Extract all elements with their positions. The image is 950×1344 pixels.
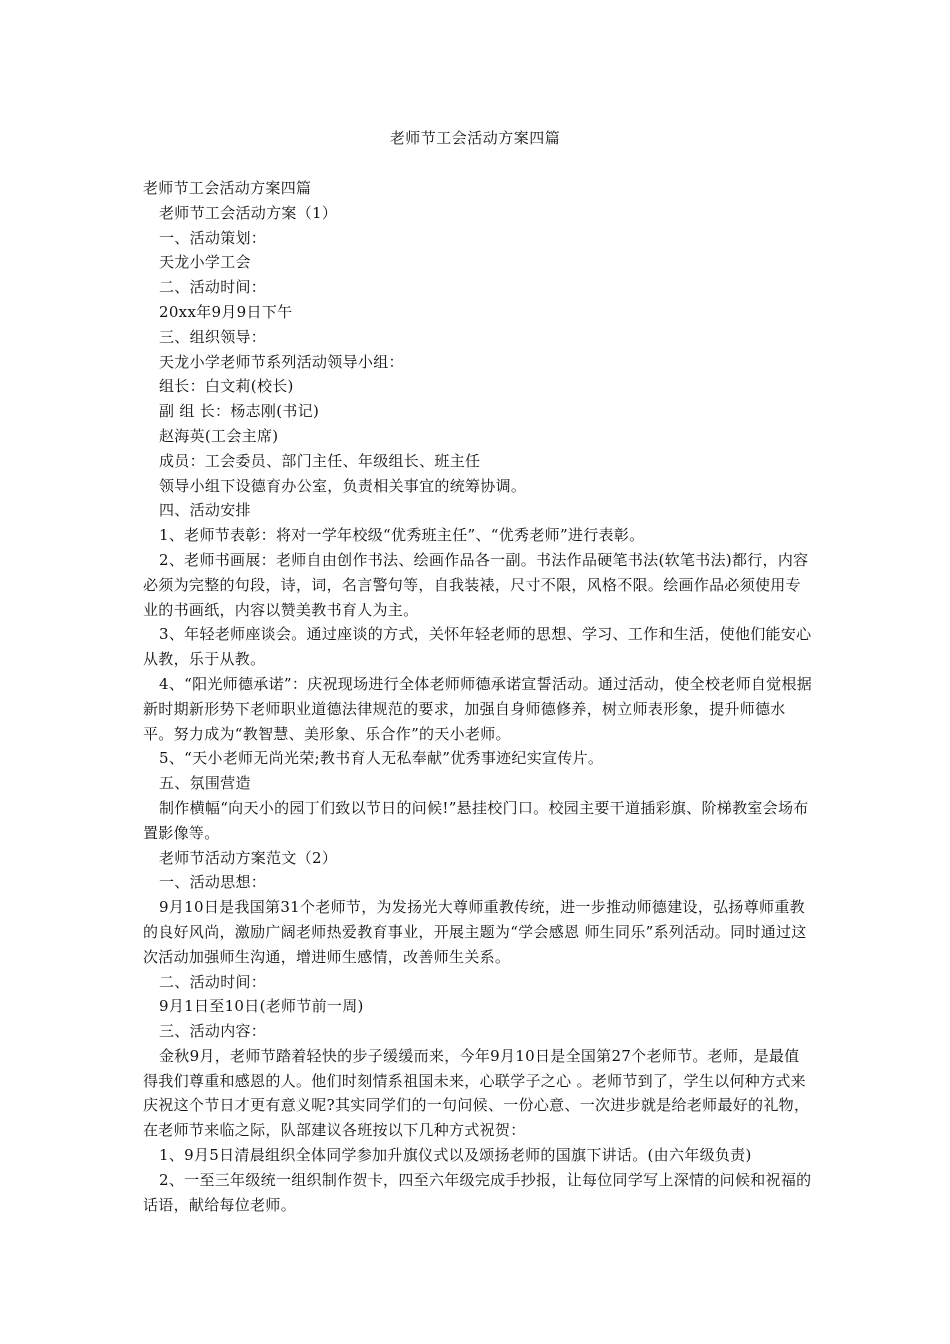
paragraph: 5、“天小老师无尚光荣;教书育人无私奉献”优秀事迹纪实宣传片。 — [159, 749, 604, 768]
paragraph: 4、“阳光师德承诺”：庆祝现场进行全体老师师德承诺宣誓活动。通过活动，使全校老师自觉根据新时期新形势下老师职业道德法律规范的要求，加强自身师德修养，树立师表形象，提升师德水平。努力成为“教智慧、美形象、乐合作”的天小老师。 — [143, 674, 813, 743]
paragraph: 老师节工会活动方案四篇 — [143, 179, 312, 197]
paragraph: 三、活动内容： — [159, 1022, 267, 1041]
paragraph: 20xx年9月9日下午 — [159, 302, 293, 321]
paragraph: 副 组 长：杨志刚(书记) — [159, 402, 320, 421]
paragraph: 组长：白文莉(校长) — [159, 377, 294, 396]
paragraph: 领导小组下设德育办公室，负责相关事宜的统筹协调。 — [159, 476, 527, 495]
paragraph: 赵海英(工会主席) — [159, 426, 279, 445]
paragraph: 3、年轻老师座谈会。通过座谈的方式，关怀年轻老师的思想、学习、工作和生活，使他们能安心从教，乐于从教。 — [143, 625, 812, 669]
paragraph: 2、一至三年级统一组织制作贺卡，四至六年级完成手抄报，让每位同学写上深情的问候和祝福的话语，献给每位老师。 — [143, 1170, 812, 1214]
paragraph: 成员：工会委员、部门主任、年级组长、班主任 — [159, 451, 481, 470]
paragraph: 二、活动时间： — [159, 972, 267, 991]
paragraph: 9月10日是我国第31个老师节，为发扬光大尊师重教传统，进一步推动师德建设，弘扬尊师重教的良好风尚，激励广阔老师热爱教育事业，开展主题为“学会感恩 师生同乐”系列活动。同时通过这次活动加强师生沟通，增进师生感情，改善师生关系。 — [143, 898, 807, 966]
paragraph: 天龙小学工会 — [159, 253, 251, 272]
paragraph: 金秋9月，老师节踏着轻快的步子缓缓而来，今年9月10日是全国第27个老师节。老师，是最值得我们尊重和感恩的人。他们时刻情系祖国未来，心联学子之心 。老师节到了，学生以何种方式来庆祝这个节日才更有意义呢?其实同学们的一句问候、一份心意、一次进步就是给老师最好的礼物，在老师节来临之际，队部建议各班按以下几种方式祝贺： — [143, 1046, 810, 1140]
paragraph: 制作横幅“向天小的园丁们致以节日的问候!”悬挂校门口。校园主要干道插彩旗、阶梯教室会场布置影像等。 — [143, 798, 809, 842]
page-title: 老师节工会活动方案四篇 — [389, 129, 561, 147]
paragraph: 9月1日至10日(老师节前一周) — [159, 997, 364, 1016]
paragraph: 1、老师节表彰：将对一学年校级“优秀班主任”、“优秀老师”进行表彰。 — [159, 526, 645, 545]
paragraph: 四、活动安排 — [159, 501, 251, 520]
paragraph: 三、组织领导： — [159, 327, 267, 346]
document-body — [143, 176, 813, 1217]
paragraph: 天龙小学老师节系列活动领导小组： — [159, 352, 404, 371]
paragraph: 老师节工会活动方案（1） — [159, 203, 338, 222]
paragraph: 1、9月5日清晨组织全体同学参加升旗仪式以及颂扬老师的国旗下讲话。(由六年级负责) — [159, 1146, 752, 1165]
paragraph: 五、氛围营造 — [159, 774, 251, 793]
paragraph: 老师节活动方案范文（2） — [159, 848, 338, 867]
paragraph: 一、活动策划： — [159, 228, 267, 247]
paragraph: 二、活动时间： — [159, 278, 267, 297]
paragraph: 一、活动思想： — [159, 873, 267, 892]
paragraph: 2、老师书画展：老师自由创作书法、绘画作品各一副。书法作品硬笔书法(软笔书法)都行，内容必须为完整的句段，诗，词，名言警句等，自我装裱，尺寸不限，风格不限。绘画作品必须使用专业的书画纸，内容以赞美教书育人为主。 — [143, 550, 809, 619]
